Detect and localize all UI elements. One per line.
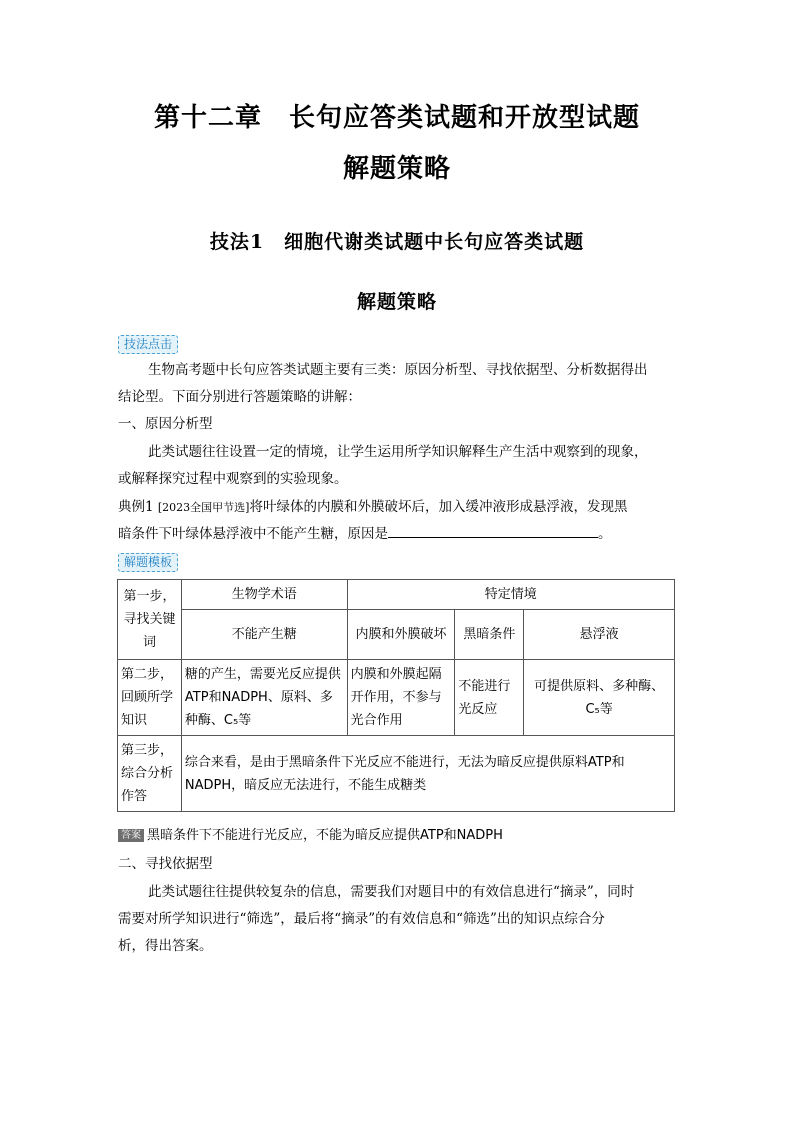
review-cell-2: 不能进行光反应: [455, 660, 524, 736]
bio-term-cell: 不能产生糖: [181, 610, 347, 660]
example-end: 。: [598, 526, 612, 542]
section1-heading: 一、原因分析型: [118, 416, 213, 432]
section2-line2: 需要对所学知识进行“筛选”，最后将“摘录”的有效信息和“筛选”出的知识点综合分: [118, 911, 605, 927]
intro-line2: 结论型。下面分别进行答题策略的讲解：: [118, 389, 361, 405]
table-row: [118, 660, 675, 736]
example-source: [2023全国甲节选]: [157, 501, 250, 514]
technique-title-line2: 解题策略: [356, 291, 437, 313]
table-row: [118, 736, 675, 812]
section1-line1: 此类试题往往设置一定的情境，让学生运用所学知识解释生产生活中观察到的现象，: [148, 444, 648, 460]
review-bio-cell: 糖的产生，需要光反应提供ATP和NADPH、原料、多种酶、C₅等: [181, 660, 347, 736]
context-cell-1: 内膜和外膜破坏: [347, 610, 455, 660]
example-prefix: 典例1: [118, 499, 154, 515]
answer-template-table: [117, 579, 675, 812]
example-line2: [118, 522, 678, 546]
step3-cell: 第三步，综合分析作答: [118, 736, 182, 812]
review-cell-1: 内膜和外膜起隔开作用，不参与光合作用: [347, 660, 455, 736]
technique-title: 技法1 细胞代谢类试题中长句应答类试题: [209, 231, 585, 253]
example-text2: 暗条件下叶绿体悬浮液中不能产生糖，原因是: [118, 526, 388, 542]
example-line1: [118, 495, 678, 520]
example-text1: 将叶绿体的内膜和外膜破坏后，加入缓冲液形成悬浮液，发现黑: [249, 499, 628, 515]
table-row: [118, 610, 675, 660]
tips-tag: 技法点击: [118, 335, 178, 354]
step2-cell: 第二步，回顾所学知识: [118, 660, 182, 736]
section2-line1: 此类试题往往提供较复杂的信息，需要我们对题目中的有效信息进行“摘录”，同时: [148, 884, 635, 900]
answer-blank: [388, 523, 598, 538]
answer-text: 黑暗条件下不能进行光反应，不能为暗反应提供ATP和NADPH: [147, 828, 503, 843]
answer-line: [118, 824, 678, 848]
context-header: 特定情境: [347, 580, 674, 610]
section2-line3: 析，得出答案。: [118, 938, 213, 954]
intro-line1: 生物高考题中长句应答类试题主要有三类：原因分析型、寻找依据型、分析数据得出: [148, 362, 648, 378]
bio-term-header: 生物学术语: [181, 580, 347, 610]
section2-heading: 二、寻找依据型: [118, 856, 213, 872]
step1-cell: 第一步，寻找关键词: [118, 580, 182, 660]
context-cell-2: 黑暗条件: [455, 610, 524, 660]
chapter-title: 第十二章 长句应答类试题和开放型试题: [153, 103, 640, 133]
conclusion-cell: 综合来看，是由于黑暗条件下光反应不能进行，无法为暗反应提供原料ATP和NADPH，暗反应无法进行，不能生成糖类: [181, 736, 674, 812]
context-cell-3: 悬浮液: [524, 610, 675, 660]
template-tag: 解题模板: [118, 553, 178, 572]
answer-label: 答案: [118, 829, 144, 842]
chapter-title-line2: 解题策略: [342, 154, 451, 184]
review-cell-3: 可提供原料、多种酶、C₅等: [524, 660, 675, 736]
table-row: [118, 580, 675, 610]
section1-line2: 或解释探究过程中观察到的实验现象。: [118, 471, 348, 487]
